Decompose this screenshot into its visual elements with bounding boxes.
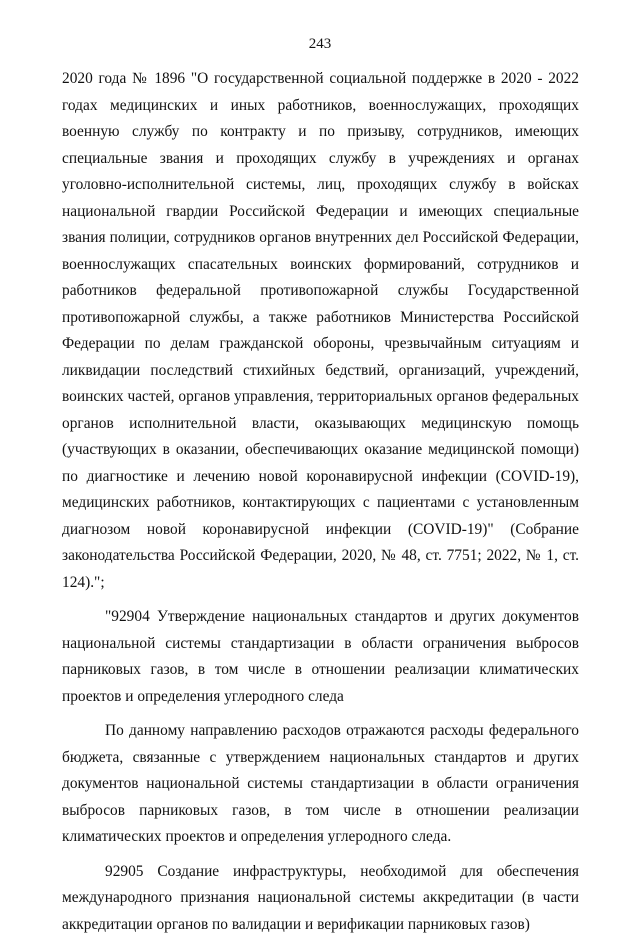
paragraph-decree-reference: 2020 года № 1896 "О государственной социальной поддержке в 2020 - 2022 годах медицинских и иных работников, военнослужащих, проходящих военную службу по контракту и по призыву, сотрудников, имеющих специальные звания и проходящих службу в учреждениях и органах уголовно-исполнительной системы, лиц, проходящих службу в войсках национальной гвардии Российской Федерации и имеющих специальные звания полиции, сотрудников органов внутренних дел Российской Федерации, военнослужащих спасательных воинских формирований, сотрудников и работников федеральной противопожарной службы Государственной противопожарной службы, а также работников Министерства Российской Федерации по делам гражданской обороны, чрезвычайным ситуациям и ликвидации последствий стихийных бедствий, организаций, учреждений, воинских частей, органов управления, территориальных органов федеральных органов исполнительной власти, оказывающих медицинскую помощь (участвующих в оказании, обеспечивающих оказание медицинской помощи) по диагностике и лечению новой коронавирусной инфекции (COVID-19), медицинских работников, контактирующих с пациентами с установленным диагнозом новой коронавирусной инфекции (COVID-19)" (Собрание законодательства Российской Федерации, 2020, № 48, ст. 7751; 2022, № 1, ст. 124)."; — [62, 66, 579, 596]
document-body — [62, 66, 579, 938]
paragraph-92905-heading: 92905 Создание инфраструктуры, необходимой для обеспечения международного признания национальной системы аккредитации (в части аккредитации органов по валидации и верификации парниковых газов) — [62, 859, 579, 938]
paragraph-92904-description: По данному направлению расходов отражаются расходы федерального бюджета, связанные с утверждением национальных стандартов и других документов национальной системы стандартизации в области ограничения выбросов парниковых газов, в том числе в отношении реализации климатических проектов и определения углеродного следа. — [62, 718, 579, 851]
paragraph-92904-heading: "92904 Утверждение национальных стандартов и других документов национальной системы стандартизации в области ограничения выбросов парниковых газов, в том числе в отношении реализации климатических проектов и определения углеродного следа — [62, 604, 579, 710]
page-number: 243 — [0, 36, 640, 53]
